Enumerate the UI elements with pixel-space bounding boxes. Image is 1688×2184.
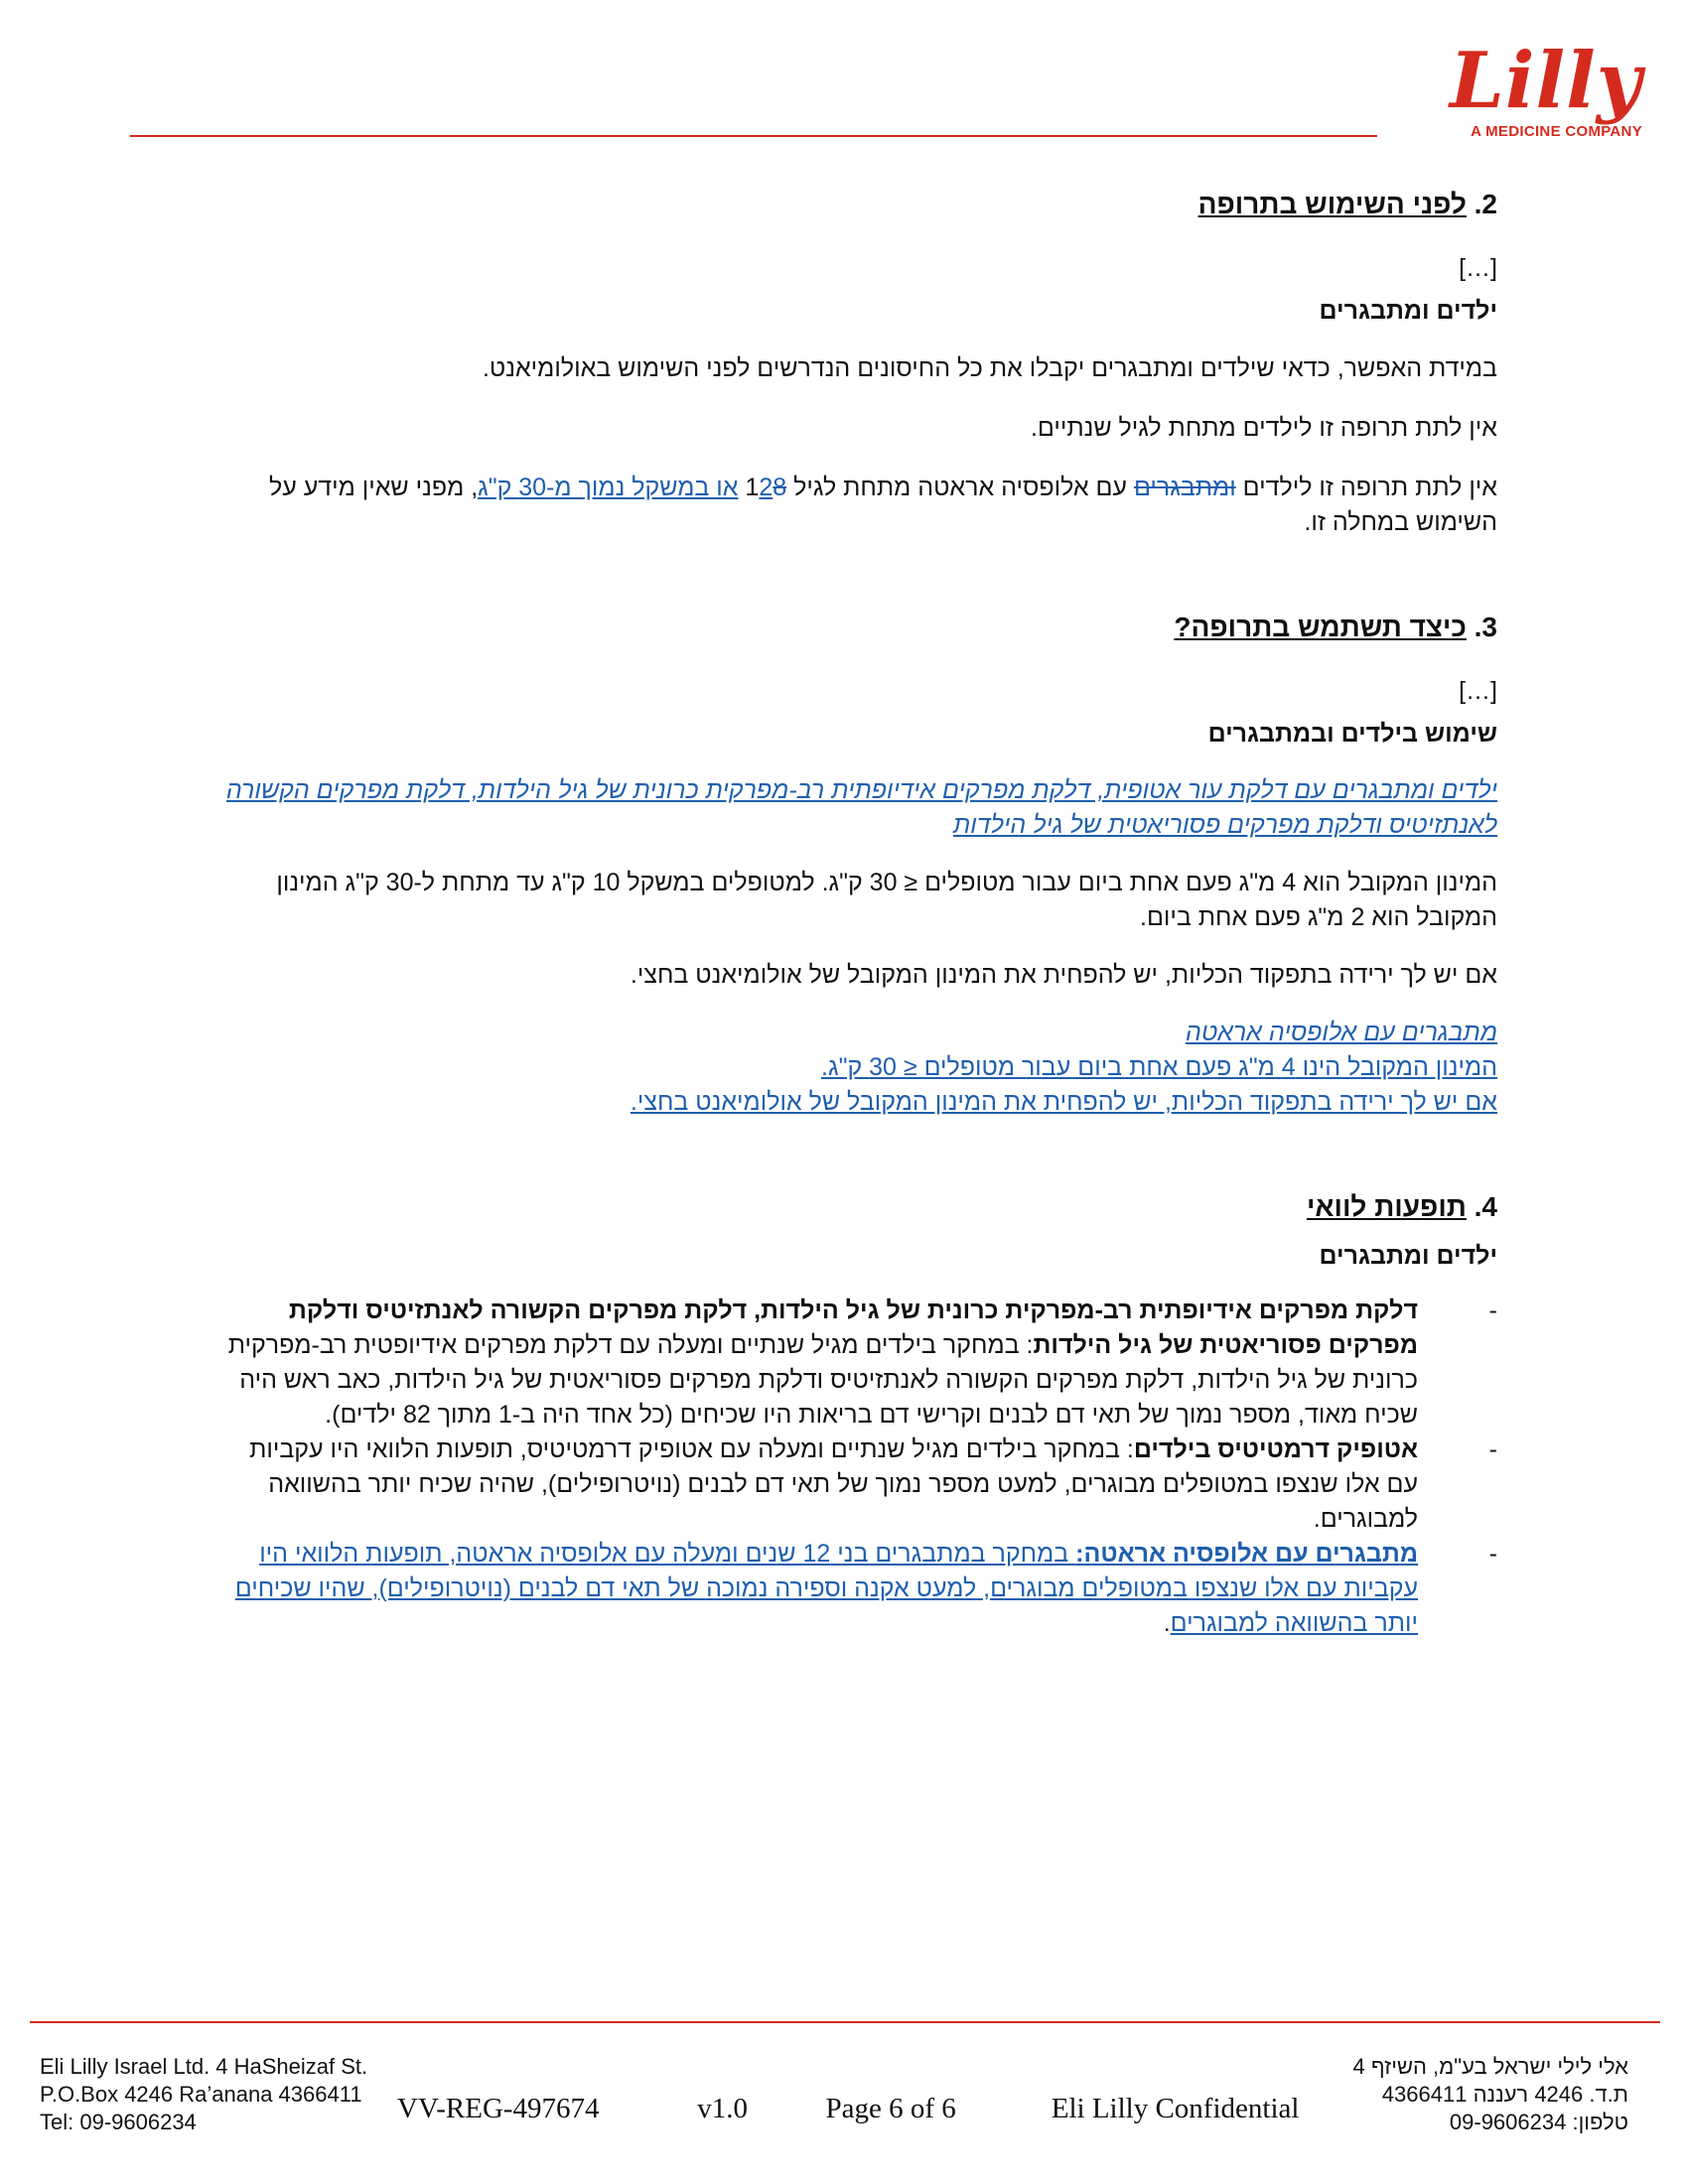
paragraph: במידת האפשר, כדאי שילדים ומתבגרים יקבלו את כל החיסונים הנדרשים לפני השימוש באולומיאנט. xyxy=(482,354,1497,382)
footer-line: ת.ד. 4246 רעננה 4366411 xyxy=(1381,2082,1628,2107)
section-2-heading xyxy=(218,187,1497,221)
document-version: v1.0 xyxy=(697,2093,748,2124)
bullet-dash: - xyxy=(1488,1435,1497,1463)
header-divider xyxy=(130,135,1377,137)
bullet-text: : במחקר בילדים מגיל שנתיים ומעלה עם דלקת מפרקים אידיופטית רב-מפרקית כרונית של גיל הילדות, דלקת מפרקים הקשורה לאנתזיטיס ודלקת מפרקים פסוריאטית של גיל הילדות, כאב ראש היה שכיח מאוד, מספר נמוך של תאי דם לבנים וקרישי דם בריאות היו שכיחים (כל אחד היה ב-1 מתוך 82 ילדים). xyxy=(227,1331,1418,1429)
list-item xyxy=(226,1433,1497,1537)
bullet-text-inserted: במחקר במתבגרים בני 12 שנים ומעלה עם אלופסיה אראטה, תופעות הלוואי היו עקביות עם אלו שנצפו במטופלים מבוגרים, למעט אקנה וספירה נמוכה של תאי דם לבנים (נויטרופילים), שהיו שכיחים יותר בהשוואה למבוגרים xyxy=(234,1540,1418,1637)
list-item xyxy=(226,1537,1497,1641)
inserted-italic-heading: ילדים ומתבגרים עם דלקת עור אטופית, דלקת מפרקים אידיופתית רב-מפרקית כרונית של גיל הילדות, דלקת מפרקים הקשורה לאנתזיטיס ודלקת מפרקים פסוריאטית של גיל הילדות xyxy=(225,776,1497,839)
section-title: תופעות לוואי xyxy=(1306,1191,1467,1222)
footer-line: Eli Lilly Israel Ltd. 4 HaSheizaf St. xyxy=(40,2054,368,2079)
inserted-line: המינון המקובל הינו 4 מ"ג פעם אחת ביום עבור מטופלים ≤ 30 ק"ג. xyxy=(821,1053,1497,1081)
inserted-digit: 2 xyxy=(759,474,774,501)
section-3-heading xyxy=(218,610,1497,644)
deleted-digit: 8 xyxy=(773,474,787,501)
age-digit: 1 xyxy=(745,474,760,501)
footer-line: P.O.Box 4246 Ra’anana 4366411 xyxy=(40,2082,362,2107)
deleted-text: ומתבגרים xyxy=(1133,474,1236,501)
age-value xyxy=(745,474,786,501)
subheading: ילדים ומתבגרים xyxy=(1319,1242,1497,1270)
lilly-logo xyxy=(1410,36,1658,145)
inserted-subheading: מתבגרים עם אלופסיה אראטה xyxy=(1186,1019,1497,1046)
bullet-title-inserted: מתבגרים עם אלופסיה אראטה: xyxy=(1075,1540,1418,1568)
section-number: 4. xyxy=(1474,1191,1497,1222)
bullet-dash: - xyxy=(1488,1297,1497,1324)
confidentiality-label: Eli Lilly Confidential xyxy=(1051,2093,1300,2124)
ellipsis: […] xyxy=(1459,254,1497,282)
section-title: כיצד תשתמש בתרופה? xyxy=(1174,612,1467,642)
side-effects-list xyxy=(226,1294,1497,1641)
paragraph: המינון המקובל הוא 4 מ"ג פעם אחת ביום עבור מטופלים ≤ 30 ק"ג. למטופלים במשקל 10 ק"ג עד מתחת ל-30 ק"ג המינון המקובל הוא 2 מ"ג פעם אחת ביום. xyxy=(276,869,1497,931)
subheading: ילדים ומתבגרים xyxy=(1319,297,1497,325)
ellipsis: […] xyxy=(1459,677,1497,705)
text-run: אין לתת תרופה זו לילדים xyxy=(1235,474,1497,501)
bullet-period: . xyxy=(1163,1609,1171,1637)
page-number: Page 6 of 6 xyxy=(825,2093,956,2124)
logo-tagline: A MEDICINE COMPANY xyxy=(1471,123,1642,140)
logo-wordmark: Lilly xyxy=(1450,36,1643,126)
inserted-text: או במשקל נמוך מ-30 ק"ג xyxy=(478,474,739,501)
inserted-line: אם יש לך ירידה בתפקוד הכליות, יש להפחית את המינון המקובל של אולומיאנט בחצי. xyxy=(630,1088,1497,1116)
subheading: שימוש בילדים ובמתבגרים xyxy=(1207,720,1497,748)
footer-address-he xyxy=(1352,2053,1628,2136)
section-number: 3. xyxy=(1474,612,1497,642)
paragraph: אין לתת תרופה זו לילדים מתחת לגיל שנתיים. xyxy=(1030,414,1497,442)
bullet-title: דלקת מפרקים אידיופתית רב-מפרקית כרונית של גיל הילדות, דלקת מפרקים הקשורה לאנתזיטיס ודלקת מפרקים פסוריאטית של גיל הילדות xyxy=(288,1297,1418,1359)
section-4-heading xyxy=(218,1189,1497,1224)
footer-line: Tel: 09-9606234 xyxy=(40,2110,197,2134)
list-item xyxy=(226,1294,1497,1433)
footer-document-info xyxy=(397,2093,1299,2125)
section-number: 2. xyxy=(1474,189,1497,219)
section-title: לפני השימוש בתרופה xyxy=(1197,189,1467,219)
paragraph-age-restriction xyxy=(218,471,1497,540)
text-run: עם אלופסיה אראטה מתחת לגיל xyxy=(786,474,1134,501)
bullet-text: : במחקר בילדים מגיל שנתיים ומעלה עם אטופיק דרמטיטיס, תופעות הלוואי היו עקביות עם אלו שנצפו במטופלים מבוגרים, למעט מספר נמוך של תאי דם לבנים (נויטרופילים), שהיה שכיח יותר בהשוואה למבוגרים. xyxy=(249,1435,1418,1533)
document-id: VV-REG-497674 xyxy=(397,2093,600,2124)
bullet-dash: - xyxy=(1488,1540,1497,1568)
text-run: , מפני שאין מידע על השימוש במחלה זו. xyxy=(268,474,1497,536)
footer-address-en xyxy=(40,2053,367,2136)
footer-divider xyxy=(30,2021,1660,2023)
footer-line: טלפון: 09-9606234 xyxy=(1449,2110,1628,2134)
bullet-title: אטופיק דרמטיטיס בילדים xyxy=(1133,1435,1418,1463)
paragraph: אם יש לך ירידה בתפקוד הכליות, יש להפחית את המינון המקובל של אולומיאנט בחצי. xyxy=(630,961,1497,989)
document-body xyxy=(218,159,1497,1641)
footer-line: אלי לילי ישראל בע"מ, השיזף 4 xyxy=(1352,2054,1628,2079)
